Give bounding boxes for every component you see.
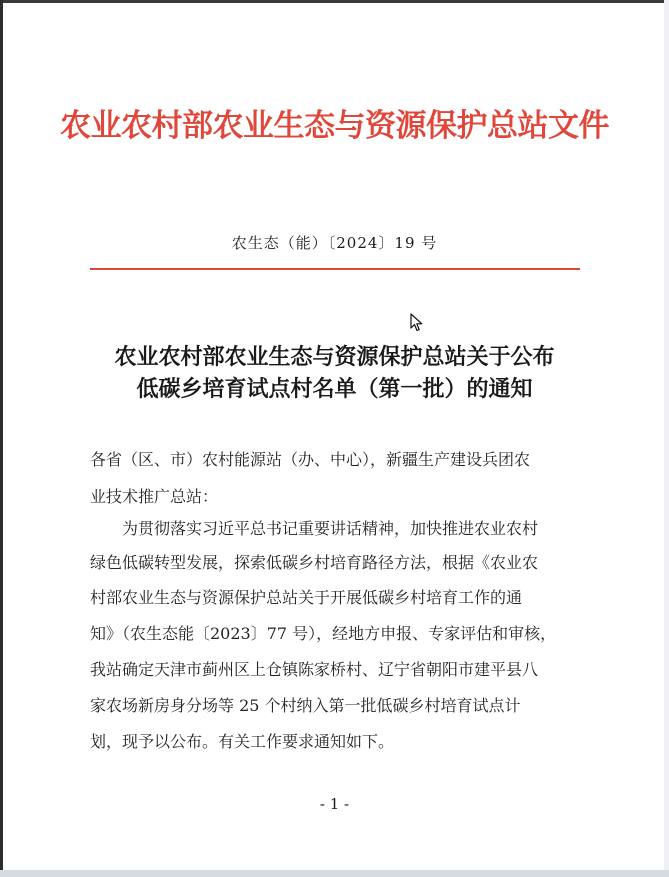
mouse-cursor-icon xyxy=(410,313,424,332)
body-line: 为贯彻落实习近平总书记重要讲话精神，加快推进农业农村 xyxy=(90,519,539,538)
document-red-header: 农业农村部农业生态与资源保护总站文件 xyxy=(60,108,609,144)
notice-title-line-1: 农业农村部农业生态与资源保护总站关于公布 xyxy=(114,344,555,370)
window-frame-top xyxy=(0,0,669,3)
page-number: - 1 - xyxy=(319,795,350,813)
body-line: 知》（农生态能〔2023〕77 号），经地方申报、专家评估和审核， xyxy=(90,624,557,643)
body-line: 各省（区、市）农村能源站（办、中心），新疆生产建设兵团农 xyxy=(90,450,531,469)
body-line: 绿色低碳转型发展，探索低碳乡村培育路径方法，根据《农业农 xyxy=(90,553,539,572)
document-number: 农生态（能）〔2024〕19 号 xyxy=(231,234,438,252)
body-line: 村部农业生态与资源保护总站关于开展低碳乡村培育工作的通 xyxy=(90,588,523,607)
body-line: 我站确定天津市蓟州区上仓镇陈家桥村、辽宁省朝阳市建平县八 xyxy=(90,660,539,679)
body-line: 家农场新房身分场等 25 个村纳入第一批低碳乡村培育试点计 xyxy=(90,696,521,715)
window-frame-bottom xyxy=(0,870,669,877)
body-line: 业技术推广总站： xyxy=(90,487,219,506)
red-separator-line xyxy=(90,268,580,270)
notice-title-line-2: 低碳乡培育试点村名单（第一批）的通知 xyxy=(136,376,533,402)
body-line: 划，现予以公布。有关工作要求通知如下。 xyxy=(90,732,395,751)
